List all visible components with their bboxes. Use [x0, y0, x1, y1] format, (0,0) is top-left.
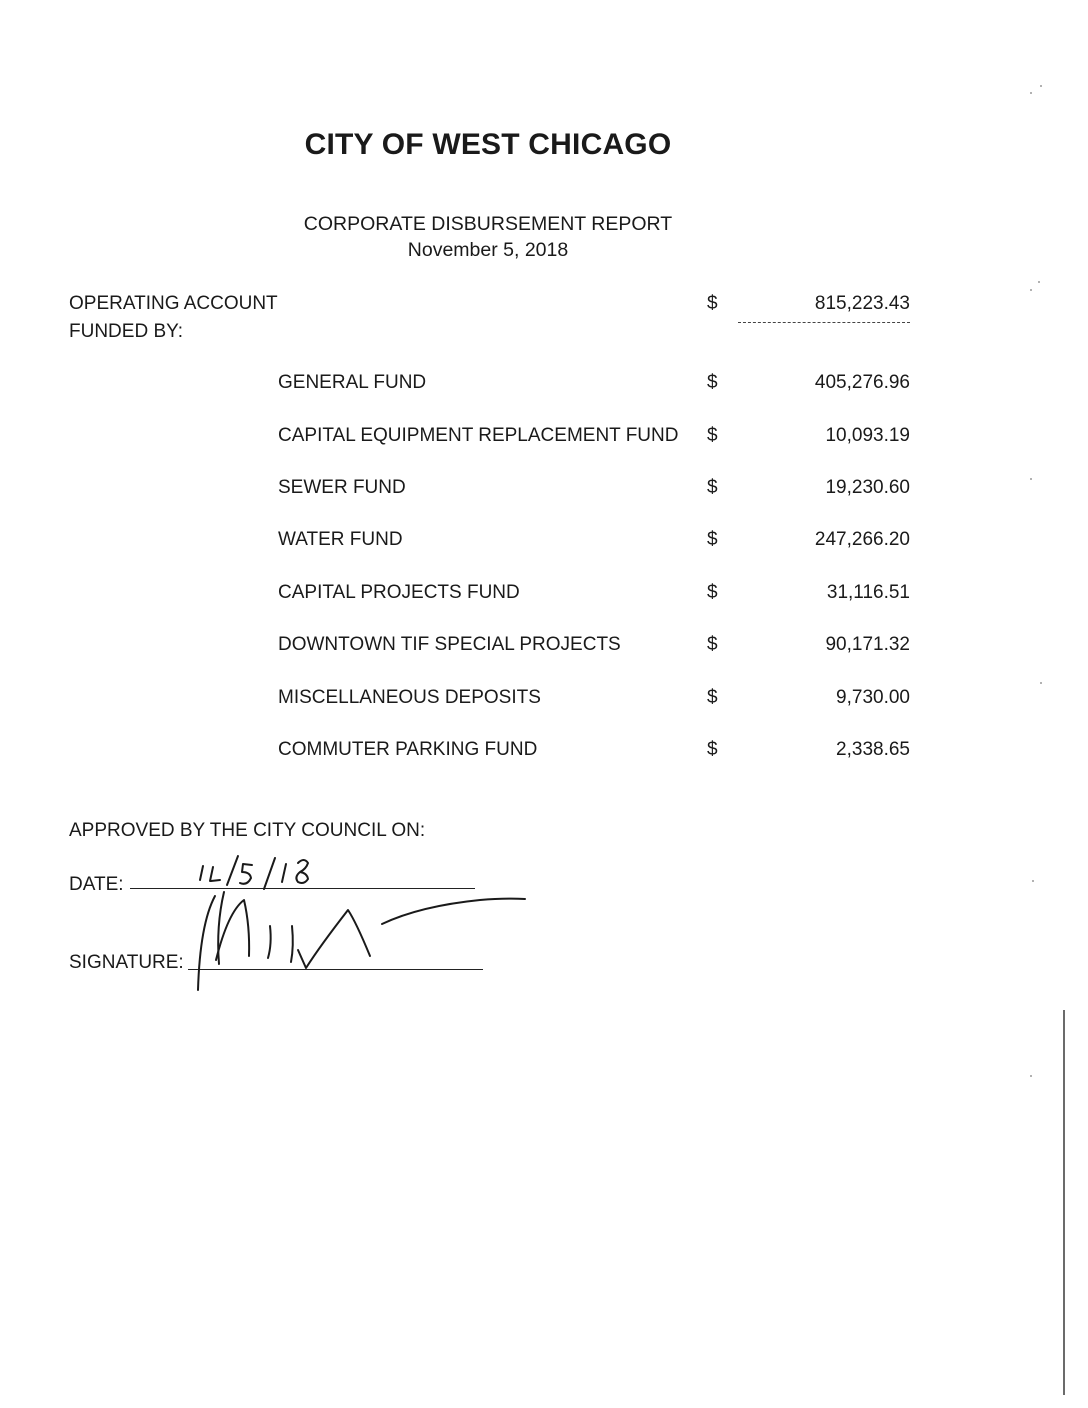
scan-edge-mark: [1063, 1010, 1065, 1395]
operating-account-amount: 815,223.43: [814, 293, 910, 314]
fund-amount: 405,276.96: [814, 372, 910, 393]
document-title: CITY OF WEST CHICAGO: [304, 128, 672, 161]
fund-currency: $: [707, 739, 718, 760]
scan-speck: [1030, 289, 1032, 291]
fund-amount: 19,230.60: [825, 477, 910, 498]
fund-currency: $: [707, 687, 718, 708]
date-label: DATE:: [69, 874, 124, 895]
total-divider: [738, 322, 910, 323]
fund-name: CAPITAL PROJECTS FUND: [278, 582, 520, 603]
fund-name: GENERAL FUND: [278, 372, 427, 393]
fund-name: CAPITAL EQUIPMENT REPLACEMENT FUND: [278, 425, 679, 446]
funded-by-label: FUNDED BY:: [69, 321, 184, 342]
fund-currency: $: [707, 582, 718, 603]
scan-speck: [1040, 682, 1042, 684]
fund-amount: 31,116.51: [826, 582, 910, 603]
operating-account-currency: $: [707, 293, 718, 314]
fund-name: SEWER FUND: [278, 477, 406, 498]
fund-currency: $: [707, 477, 718, 498]
fund-amount: 247,266.20: [814, 529, 910, 550]
scan-speck: [1030, 1075, 1032, 1077]
signature-drawing: [180, 886, 540, 998]
scan-speck: [1030, 92, 1032, 94]
fund-currency: $: [707, 529, 718, 550]
fund-currency: $: [707, 372, 718, 393]
scan-speck: [1032, 880, 1034, 882]
fund-name: DOWNTOWN TIF SPECIAL PROJECTS: [278, 634, 621, 655]
report-name: CORPORATE DISBURSEMENT REPORT: [303, 213, 673, 235]
fund-name: COMMUTER PARKING FUND: [278, 739, 538, 760]
fund-amount: 10,093.19: [825, 425, 910, 446]
signature-label: SIGNATURE:: [69, 952, 184, 973]
fund-name: MISCELLANEOUS DEPOSITS: [278, 687, 541, 708]
approval-heading: APPROVED BY THE CITY COUNCIL ON:: [69, 820, 426, 841]
report-date: November 5, 2018: [407, 239, 569, 261]
fund-currency: $: [707, 634, 718, 655]
scan-speck: [1030, 478, 1032, 480]
fund-name: WATER FUND: [278, 529, 403, 550]
scan-speck: [1038, 281, 1040, 283]
fund-amount: 9,730.00: [836, 687, 910, 708]
fund-amount: 2,338.65: [836, 739, 910, 760]
fund-currency: $: [707, 425, 718, 446]
scan-speck: [1040, 85, 1042, 87]
fund-amount: 90,171.32: [825, 634, 910, 655]
operating-account-label: OPERATING ACCOUNT: [69, 293, 278, 314]
